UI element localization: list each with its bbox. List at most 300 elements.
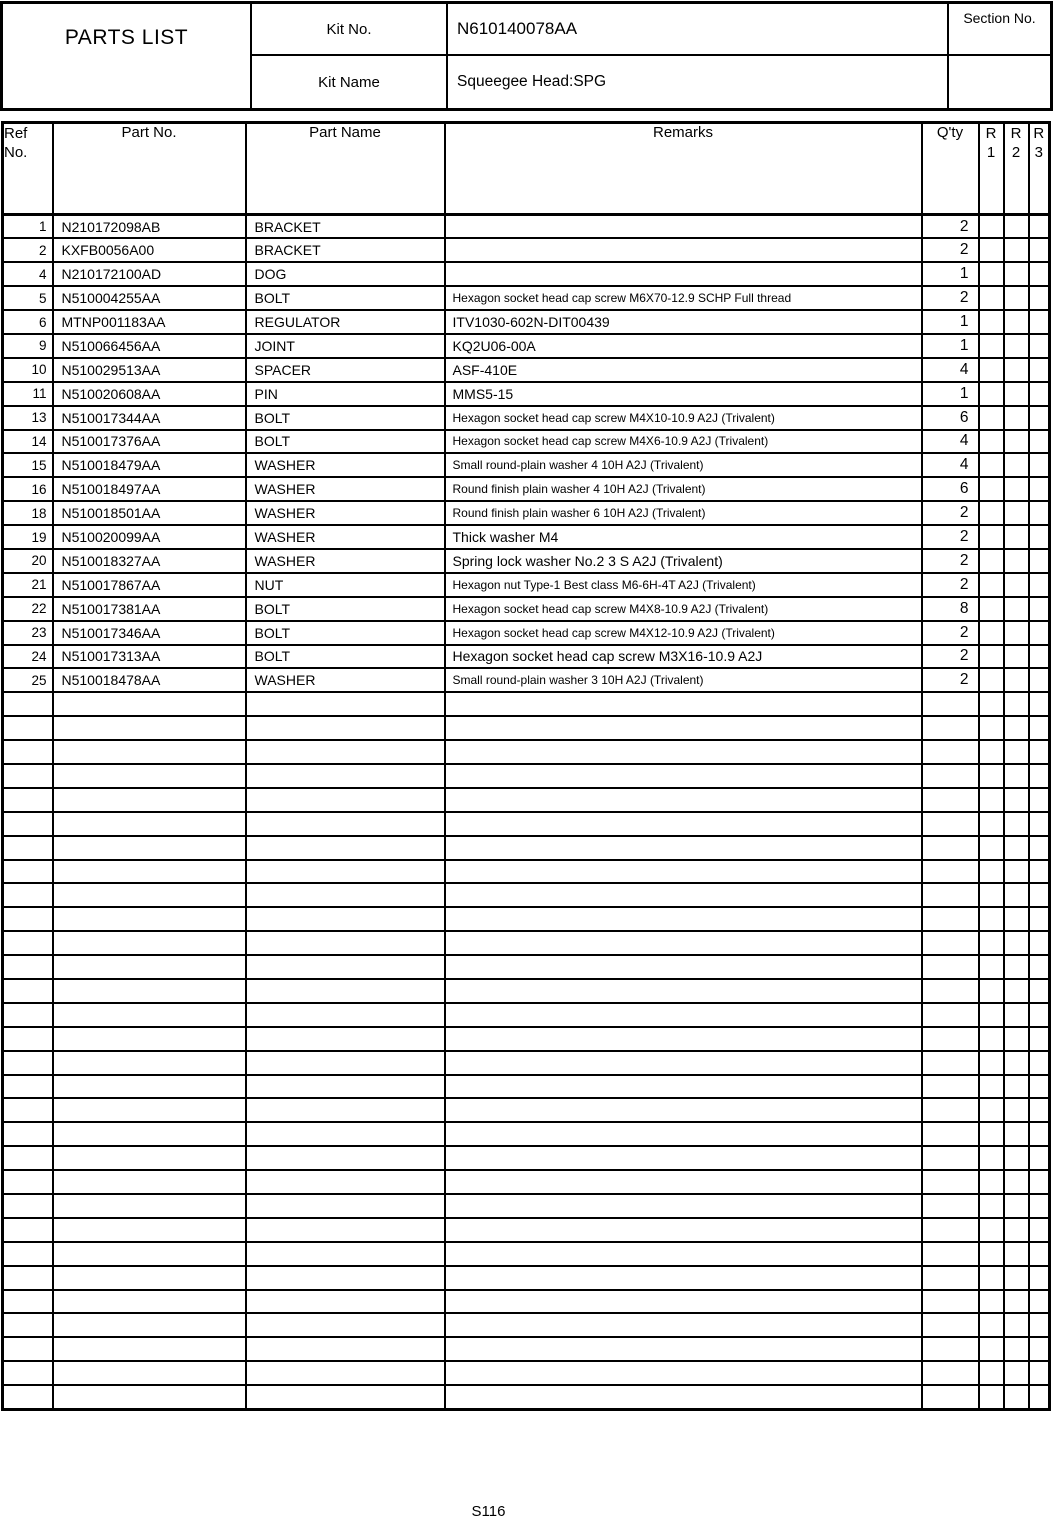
r1-cell	[979, 668, 1004, 692]
part-no-cell	[53, 860, 246, 884]
part-name-cell	[246, 812, 445, 836]
kit-no-label: Kit No.	[250, 4, 446, 56]
ref-cell	[3, 1361, 53, 1385]
part-name-cell	[246, 1361, 445, 1385]
r1-cell	[979, 382, 1004, 406]
ref-cell: 20	[3, 549, 53, 573]
qty-cell	[922, 931, 979, 955]
r2-cell	[1004, 1218, 1029, 1242]
r1-cell	[979, 334, 1004, 358]
r3-cell	[1029, 931, 1050, 955]
r1-cell	[979, 1266, 1004, 1290]
r2-cell	[1004, 1122, 1029, 1146]
part-name-cell	[246, 931, 445, 955]
empty-row	[3, 764, 1050, 788]
r3-cell	[1029, 764, 1050, 788]
empty-row	[3, 931, 1050, 955]
empty-row	[3, 788, 1050, 812]
table-row	[3, 238, 1050, 262]
r2-cell	[1004, 525, 1029, 549]
r2-cell	[1004, 1027, 1029, 1051]
empty-row	[3, 740, 1050, 764]
r3-cell	[1029, 597, 1050, 621]
page-number: S116	[471, 1503, 506, 1520]
ref-cell	[3, 907, 53, 931]
part-no-cell: N510020099AA	[53, 525, 246, 549]
ref-cell	[3, 1266, 53, 1290]
r2-cell	[1004, 238, 1029, 262]
qty-cell: 4	[922, 430, 979, 454]
r2-cell	[1004, 955, 1029, 979]
part-name-cell	[246, 1266, 445, 1290]
part-name-cell	[246, 955, 445, 979]
ref-cell	[3, 1313, 53, 1337]
r1-cell	[979, 788, 1004, 812]
part-name-cell: WASHER	[246, 525, 445, 549]
part-no-cell	[53, 907, 246, 931]
r3-cell	[1029, 549, 1050, 573]
remarks-cell: Spring lock washer No.2 3 S A2J (Trivalent)	[445, 549, 922, 573]
ref-cell	[3, 1098, 53, 1122]
r2-cell	[1004, 1337, 1029, 1361]
qty-cell	[922, 883, 979, 907]
remarks-cell	[445, 836, 922, 860]
r3-cell	[1029, 788, 1050, 812]
r2-cell	[1004, 1361, 1029, 1385]
qty-cell	[922, 1242, 979, 1266]
r1-cell	[979, 1218, 1004, 1242]
r3-cell	[1029, 1122, 1050, 1146]
col-header-remarks: Remarks	[445, 123, 922, 215]
r2-cell	[1004, 549, 1029, 573]
part-name-cell: BOLT	[246, 286, 445, 310]
r2-cell	[1004, 1194, 1029, 1218]
ref-cell	[3, 1170, 53, 1194]
remarks-cell	[445, 1075, 922, 1099]
part-name-cell: WASHER	[246, 501, 445, 525]
r2-cell	[1004, 1170, 1029, 1194]
page-title: PARTS LIST	[64, 26, 189, 49]
r1-cell	[979, 453, 1004, 477]
r3-cell	[1029, 1051, 1050, 1075]
r3-cell	[1029, 262, 1050, 286]
remarks-cell	[445, 1290, 922, 1314]
r2-cell	[1004, 645, 1029, 669]
part-name-cell	[246, 883, 445, 907]
ref-cell	[3, 1194, 53, 1218]
qty-cell: 6	[922, 477, 979, 501]
remarks-cell: Thick washer M4	[445, 525, 922, 549]
r1-cell	[979, 1385, 1004, 1409]
qty-cell: 1	[922, 262, 979, 286]
r2-cell	[1004, 286, 1029, 310]
part-name-cell	[246, 1170, 445, 1194]
qty-cell: 6	[922, 406, 979, 430]
empty-row	[3, 1385, 1050, 1409]
r1-cell	[979, 979, 1004, 1003]
remarks-cell: Small round-plain washer 3 10H A2J (Trivalent)	[445, 668, 922, 692]
part-name-cell: BOLT	[246, 597, 445, 621]
r3-cell	[1029, 501, 1050, 525]
remarks-cell	[445, 1027, 922, 1051]
r2-cell	[1004, 358, 1029, 382]
ref-cell	[3, 812, 53, 836]
r2-cell	[1004, 788, 1029, 812]
remarks-cell	[445, 1146, 922, 1170]
table-row	[3, 262, 1050, 286]
qty-cell	[922, 788, 979, 812]
part-no-cell	[53, 1098, 246, 1122]
ref-cell: 14	[3, 430, 53, 454]
section-no-label: Section No.	[947, 4, 1050, 56]
ref-cell: 16	[3, 477, 53, 501]
qty-cell: 8	[922, 597, 979, 621]
remarks-cell: Hexagon socket head cap screw M4X10-10.9 A2J (Trivalent)	[445, 406, 922, 430]
ref-cell: 23	[3, 621, 53, 645]
qty-cell: 1	[922, 382, 979, 406]
part-no-cell	[53, 764, 246, 788]
r2-cell	[1004, 740, 1029, 764]
qty-cell: 2	[922, 621, 979, 645]
r2-cell	[1004, 692, 1029, 716]
r3-cell	[1029, 310, 1050, 334]
part-name-cell	[246, 1027, 445, 1051]
part-name-cell: NUT	[246, 573, 445, 597]
part-no-cell: N210172100AD	[53, 262, 246, 286]
table-row	[3, 430, 1050, 454]
qty-cell	[922, 764, 979, 788]
r3-cell	[1029, 1003, 1050, 1027]
r2-cell	[1004, 453, 1029, 477]
qty-cell: 2	[922, 286, 979, 310]
table-row	[3, 501, 1050, 525]
qty-cell: 2	[922, 525, 979, 549]
part-name-cell	[246, 1051, 445, 1075]
ref-cell	[3, 1337, 53, 1361]
r3-cell	[1029, 358, 1050, 382]
r3-cell	[1029, 382, 1050, 406]
table-row	[3, 215, 1050, 239]
ref-cell: 1	[3, 215, 53, 239]
part-name-cell	[246, 740, 445, 764]
header-line: R	[1010, 125, 1022, 142]
header-line: Ref	[4, 125, 28, 142]
remarks-cell: Hexagon socket head cap screw M3X16-10.9 A2J	[445, 645, 922, 669]
ref-cell: 24	[3, 645, 53, 669]
part-no-cell	[53, 1027, 246, 1051]
part-no-cell: N510017313AA	[53, 645, 246, 669]
table-row	[3, 310, 1050, 334]
part-name-cell	[246, 1313, 445, 1337]
r1-cell	[979, 621, 1004, 645]
remarks-cell: KQ2U06-00A	[445, 334, 922, 358]
qty-cell: 2	[922, 238, 979, 262]
table-row	[3, 645, 1050, 669]
part-no-cell: N510018327AA	[53, 549, 246, 573]
r1-cell	[979, 716, 1004, 740]
r2-cell	[1004, 1098, 1029, 1122]
r1-cell	[979, 1003, 1004, 1027]
r2-cell	[1004, 215, 1029, 239]
empty-row	[3, 1194, 1050, 1218]
qty-cell	[922, 1146, 979, 1170]
r1-cell	[979, 645, 1004, 669]
part-no-cell	[53, 1266, 246, 1290]
r3-cell	[1029, 334, 1050, 358]
r1-cell	[979, 931, 1004, 955]
r1-cell	[979, 1170, 1004, 1194]
remarks-cell	[445, 262, 922, 286]
qty-cell	[922, 836, 979, 860]
qty-cell	[922, 1027, 979, 1051]
ref-cell	[3, 1027, 53, 1051]
ref-cell	[3, 1385, 53, 1409]
r3-cell	[1029, 1361, 1050, 1385]
part-name-cell: SPACER	[246, 358, 445, 382]
r3-cell	[1029, 1242, 1050, 1266]
remarks-cell	[445, 215, 922, 239]
ref-cell	[3, 740, 53, 764]
part-no-cell	[53, 1075, 246, 1099]
remarks-cell: Hexagon socket head cap screw M4X12-10.9 A2J (Trivalent)	[445, 621, 922, 645]
qty-cell	[922, 1218, 979, 1242]
r1-cell	[979, 310, 1004, 334]
r1-cell	[979, 955, 1004, 979]
header-line: No.	[4, 144, 28, 161]
kit-name-value: Squeegee Head:SPG	[446, 56, 947, 108]
part-no-cell: N510018497AA	[53, 477, 246, 501]
r3-cell	[1029, 1075, 1050, 1099]
remarks-cell	[445, 1242, 922, 1266]
remarks-cell: Round finish plain washer 6 10H A2J (Trivalent)	[445, 501, 922, 525]
part-no-cell: N510018501AA	[53, 501, 246, 525]
part-name-cell	[246, 1146, 445, 1170]
r1-cell	[979, 406, 1004, 430]
r3-cell	[1029, 860, 1050, 884]
remarks-cell: Small round-plain washer 4 10H A2J (Trivalent)	[445, 453, 922, 477]
remarks-cell	[445, 692, 922, 716]
table-row	[3, 621, 1050, 645]
empty-row	[3, 1242, 1050, 1266]
r1-cell	[979, 477, 1004, 501]
ref-cell	[3, 1122, 53, 1146]
part-no-cell	[53, 1122, 246, 1146]
qty-cell	[922, 1122, 979, 1146]
r2-cell	[1004, 907, 1029, 931]
part-no-cell	[53, 883, 246, 907]
part-no-cell: KXFB0056A00	[53, 238, 246, 262]
part-no-cell	[53, 1170, 246, 1194]
r1-cell	[979, 1146, 1004, 1170]
empty-row	[3, 883, 1050, 907]
r2-cell	[1004, 764, 1029, 788]
part-name-cell	[246, 1218, 445, 1242]
table-row	[3, 477, 1050, 501]
ref-cell: 10	[3, 358, 53, 382]
remarks-cell: ASF-410E	[445, 358, 922, 382]
part-name-cell: BOLT	[246, 406, 445, 430]
part-name-cell: PIN	[246, 382, 445, 406]
part-name-cell: BRACKET	[246, 215, 445, 239]
qty-cell	[922, 1098, 979, 1122]
empty-row	[3, 1266, 1050, 1290]
qty-cell	[922, 716, 979, 740]
part-name-cell: DOG	[246, 262, 445, 286]
r2-cell	[1004, 716, 1029, 740]
r2-cell	[1004, 1385, 1029, 1409]
remarks-cell	[445, 1194, 922, 1218]
remarks-cell	[445, 1313, 922, 1337]
r1-cell	[979, 1098, 1004, 1122]
qty-cell	[922, 812, 979, 836]
r1-cell	[979, 238, 1004, 262]
r2-cell	[1004, 430, 1029, 454]
part-name-cell	[246, 716, 445, 740]
r3-cell	[1029, 836, 1050, 860]
col-header-r3	[1029, 123, 1050, 215]
remarks-cell: MMS5-15	[445, 382, 922, 406]
qty-cell	[922, 979, 979, 1003]
qty-cell	[922, 1003, 979, 1027]
part-name-cell: WASHER	[246, 668, 445, 692]
table-row	[3, 382, 1050, 406]
qty-cell: 2	[922, 215, 979, 239]
ref-cell: 2	[3, 238, 53, 262]
remarks-cell	[445, 1003, 922, 1027]
qty-cell	[922, 1385, 979, 1409]
part-no-cell: N510018478AA	[53, 668, 246, 692]
remarks-cell	[445, 860, 922, 884]
r2-cell	[1004, 860, 1029, 884]
ref-cell: 4	[3, 262, 53, 286]
part-no-cell	[53, 812, 246, 836]
part-name-cell: WASHER	[246, 549, 445, 573]
r2-cell	[1004, 836, 1029, 860]
remarks-cell: Round finish plain washer 4 10H A2J (Trivalent)	[445, 477, 922, 501]
part-no-cell: N510029513AA	[53, 358, 246, 382]
ref-cell: 22	[3, 597, 53, 621]
parts-table-body	[3, 215, 1050, 1410]
ref-cell: 19	[3, 525, 53, 549]
r1-cell	[979, 573, 1004, 597]
r3-cell	[1029, 740, 1050, 764]
r1-cell	[979, 1242, 1004, 1266]
remarks-cell	[445, 740, 922, 764]
remarks-cell: Hexagon socket head cap screw M4X6-10.9 A2J (Trivalent)	[445, 430, 922, 454]
qty-cell	[922, 692, 979, 716]
r2-cell	[1004, 1051, 1029, 1075]
empty-row	[3, 1146, 1050, 1170]
r1-cell	[979, 1337, 1004, 1361]
qty-cell: 4	[922, 358, 979, 382]
r2-cell	[1004, 1266, 1029, 1290]
empty-row	[3, 1218, 1050, 1242]
r2-cell	[1004, 1075, 1029, 1099]
r1-cell	[979, 907, 1004, 931]
r1-cell	[979, 430, 1004, 454]
r3-cell	[1029, 955, 1050, 979]
qty-cell	[922, 860, 979, 884]
part-name-cell	[246, 860, 445, 884]
remarks-cell: ITV1030-602N-DIT00439	[445, 310, 922, 334]
empty-row	[3, 1075, 1050, 1099]
ref-cell: 18	[3, 501, 53, 525]
ref-cell	[3, 1146, 53, 1170]
qty-cell	[922, 1361, 979, 1385]
r2-cell	[1004, 406, 1029, 430]
part-no-cell	[53, 1003, 246, 1027]
header-line: R	[1033, 125, 1045, 142]
r3-cell	[1029, 907, 1050, 931]
remarks-cell	[445, 1385, 922, 1409]
table-row	[3, 453, 1050, 477]
qty-cell	[922, 1290, 979, 1314]
ref-cell	[3, 1218, 53, 1242]
part-no-cell: N510017376AA	[53, 430, 246, 454]
table-row	[3, 286, 1050, 310]
col-header-r1	[979, 123, 1004, 215]
r2-cell	[1004, 382, 1029, 406]
r3-cell	[1029, 1170, 1050, 1194]
table-row	[3, 668, 1050, 692]
col-header-qty: Q'ty	[922, 123, 979, 215]
part-name-cell	[246, 764, 445, 788]
part-name-cell: BRACKET	[246, 238, 445, 262]
r3-cell	[1029, 1218, 1050, 1242]
r2-cell	[1004, 621, 1029, 645]
part-name-cell	[246, 1003, 445, 1027]
remarks-cell	[445, 979, 922, 1003]
part-name-cell: BOLT	[246, 645, 445, 669]
qty-cell: 1	[922, 310, 979, 334]
r3-cell	[1029, 1027, 1050, 1051]
part-name-cell	[246, 1385, 445, 1409]
col-header-part-name: Part Name	[246, 123, 445, 215]
remarks-cell	[445, 1051, 922, 1075]
empty-row	[3, 836, 1050, 860]
ref-cell	[3, 931, 53, 955]
part-no-cell	[53, 955, 246, 979]
r1-cell	[979, 1290, 1004, 1314]
qty-cell	[922, 1313, 979, 1337]
remarks-cell	[445, 716, 922, 740]
part-no-cell: N510004255AA	[53, 286, 246, 310]
ref-cell	[3, 979, 53, 1003]
ref-cell	[3, 1003, 53, 1027]
r1-cell	[979, 860, 1004, 884]
r3-cell	[1029, 238, 1050, 262]
empty-row	[3, 1337, 1050, 1361]
ref-cell	[3, 883, 53, 907]
part-no-cell	[53, 716, 246, 740]
empty-row	[3, 812, 1050, 836]
qty-cell	[922, 1194, 979, 1218]
r1-cell	[979, 764, 1004, 788]
r1-cell	[979, 1051, 1004, 1075]
part-no-cell	[53, 1051, 246, 1075]
r1-cell	[979, 549, 1004, 573]
part-no-cell	[53, 931, 246, 955]
r3-cell	[1029, 621, 1050, 645]
r1-cell	[979, 358, 1004, 382]
part-name-cell: JOINT	[246, 334, 445, 358]
remarks-cell: Hexagon socket head cap screw M6X70-12.9 SCHP Full thread	[445, 286, 922, 310]
r3-cell	[1029, 883, 1050, 907]
ref-cell: 13	[3, 406, 53, 430]
qty-cell: 2	[922, 549, 979, 573]
r1-cell	[979, 1194, 1004, 1218]
ref-cell: 25	[3, 668, 53, 692]
